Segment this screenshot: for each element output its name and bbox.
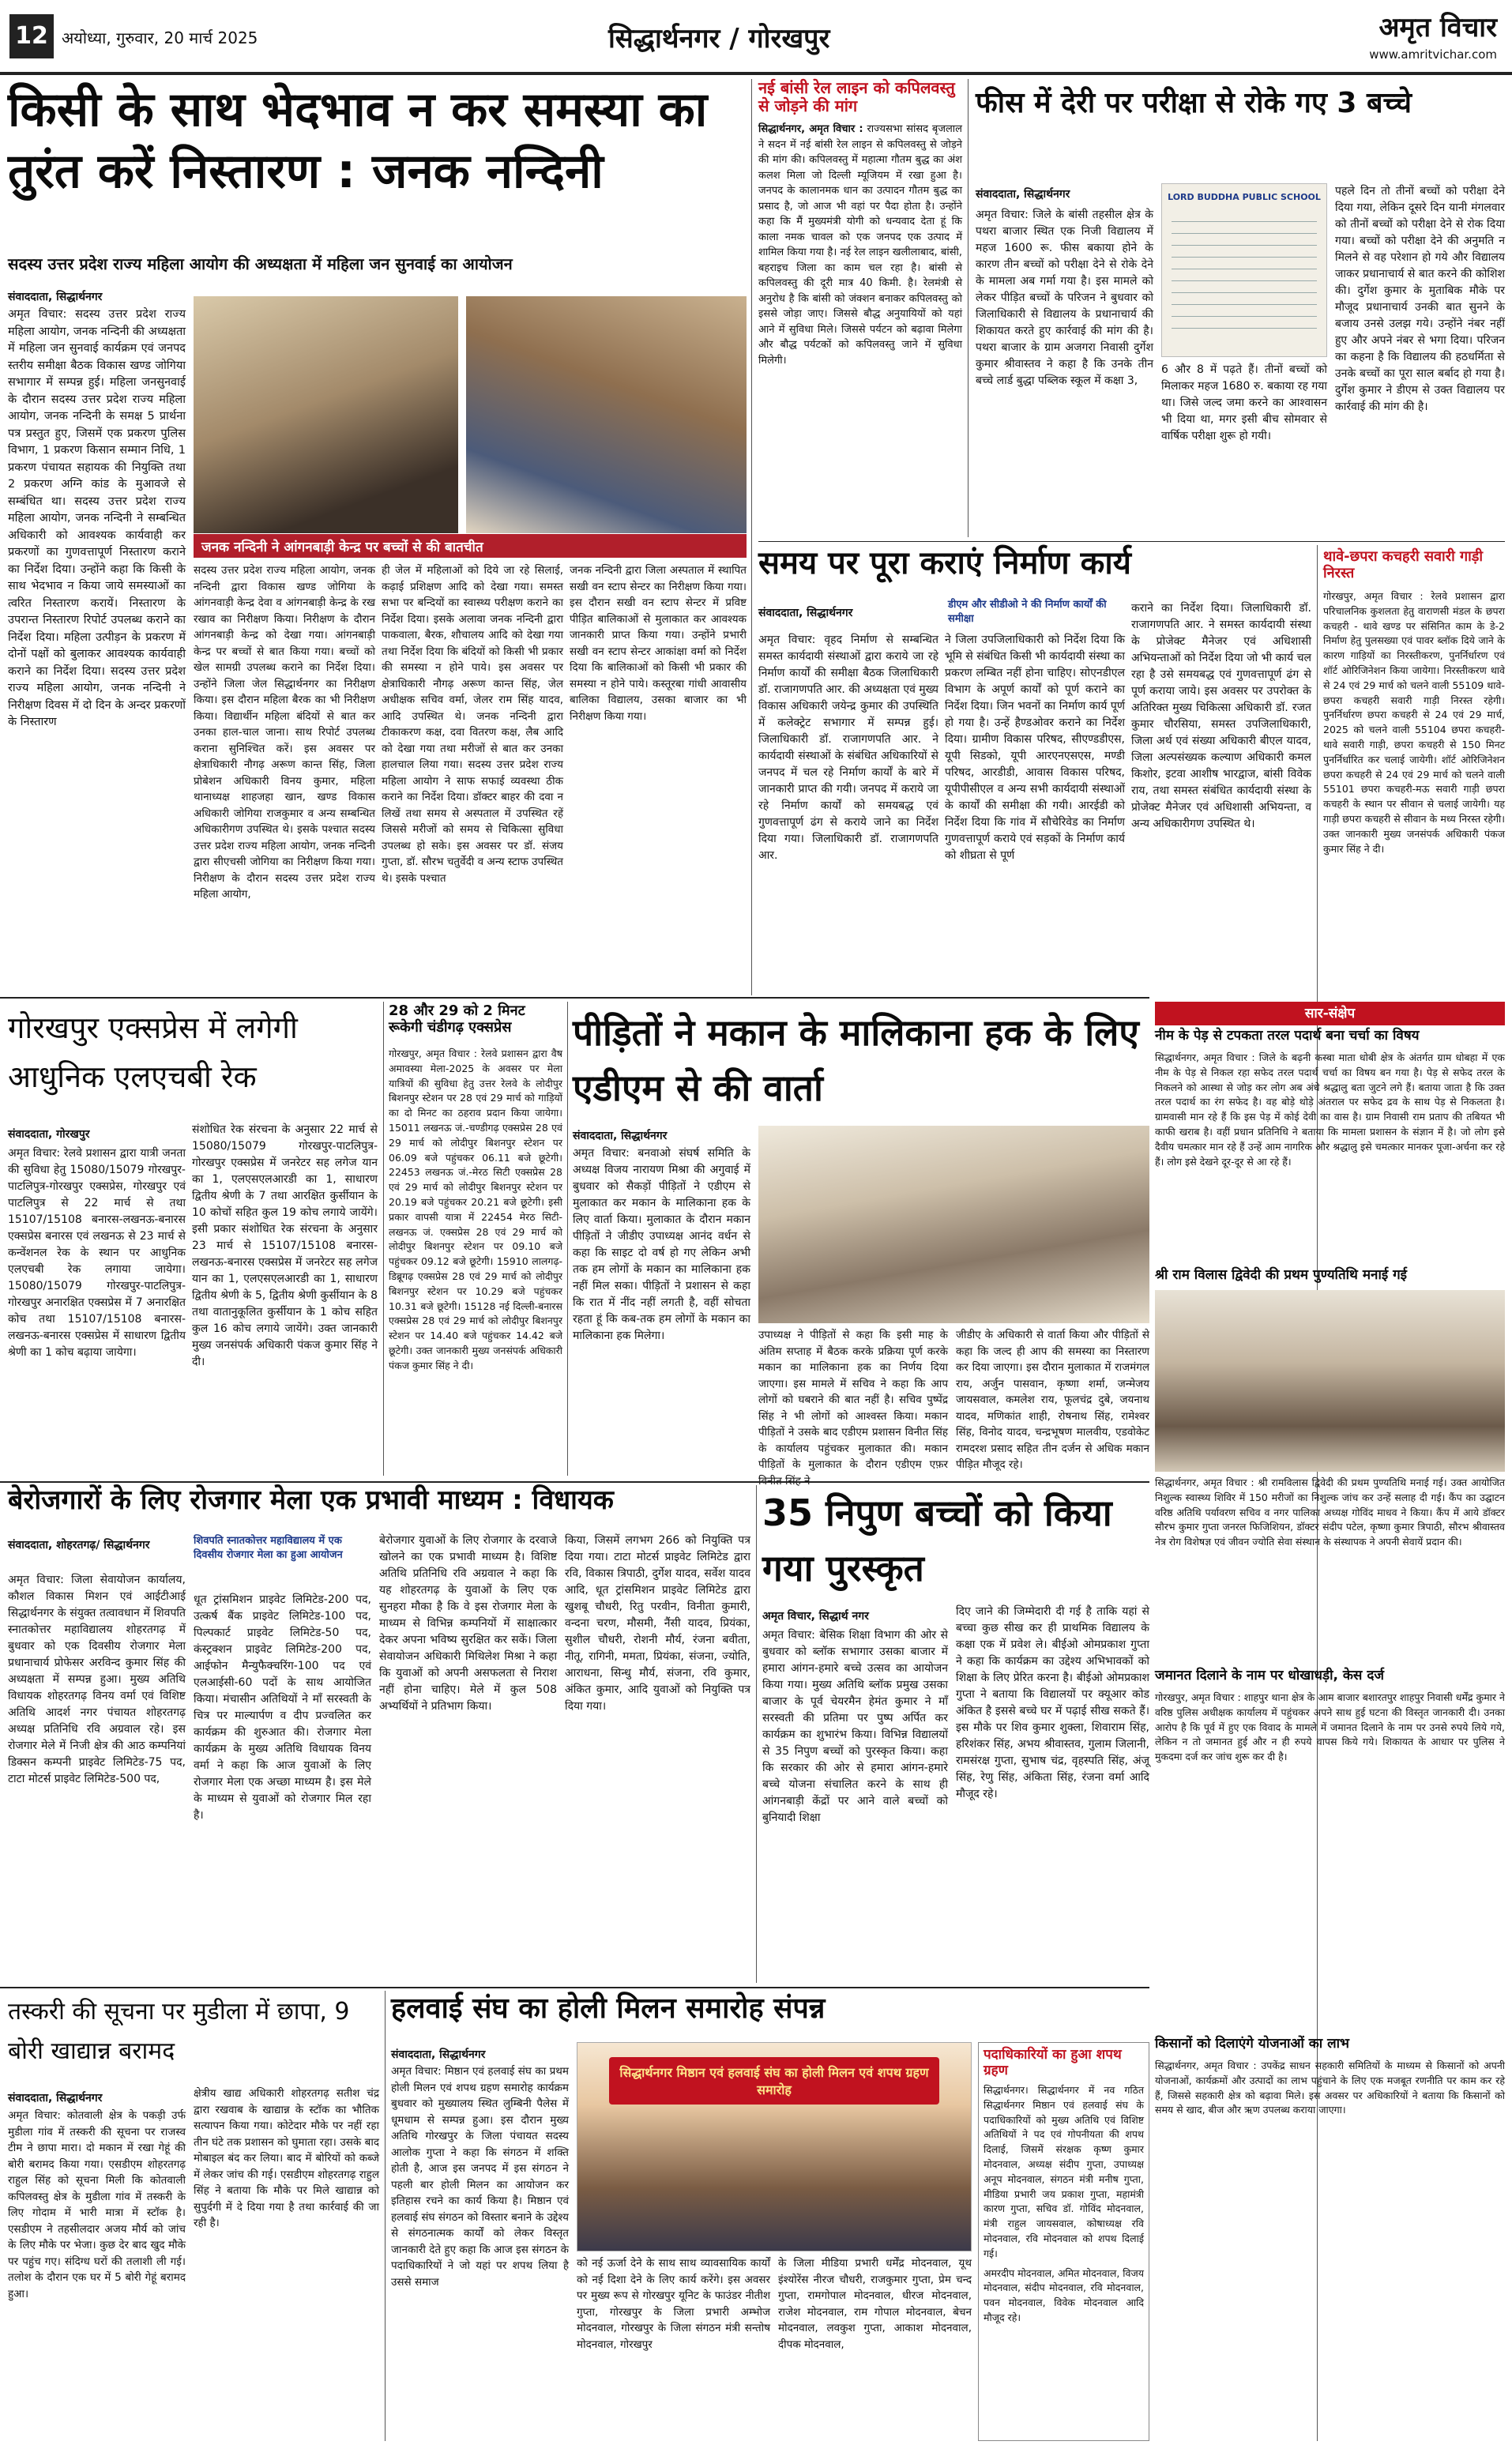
- fraud-headline: जमानत दिलाने के नाम पर धोखाधड़ी, केस दर्ज: [1155, 1668, 1384, 1683]
- smuggle-headline: तस्करी की सूचना पर मुडीला में छापा, 9 बोरी खाद्यान्न बरामद: [8, 1998, 350, 2065]
- oath-box-tail: अमरदीप मोदनवाल, अमित मोदनवाल, विजय मोदनवाल, संदीप मोदनवाल, रवि मोदनवाल, पवन मोदनवाल, विवेक मोदनवाल आदि मौजूद रहे।: [984, 2266, 1144, 2324]
- jobfair-col1: अमृत विचार: जिला सेवायोजन कार्यालय, कौशल विकास मिशन एवं आईटीआई सिद्धार्थनगर के संयुक्त तत्वावधान में शिवपति स्नातकोत्तर महाविद्यालय शोहरतगढ़ में बुधवार को एक दिवसीय रोजगार मेला प्रधानाचार्य प्रोफेसर अरविन्द कुमार सिंह की अध्यक्षता में सम्पन्न हुआ। मुख्य अतिथि विधायक शोहरतगढ़ विनय वर्मा एवं विशिष्ट अतिथि आदर्श नगर पंचायत शोहरतगढ़ अध्यक्ष प्रतिनिधि रवि अग्रवाल रहे। इस रोजगार मेले में निजी क्षेत्र की आठ कम्पनियां डिक्सन कम्पनी प्राइवेट लिमिटेड-75 पद, टाटा मोटर्स प्राइवेट लिमिटेड-500 पद,: [8, 1574, 186, 1785]
- victims-col1: अमृत विचार: बनवाओ संघर्ष समिति के अध्यक्ष विजय नारायण मिश्रा की अगुवाई में बुधवार को सैकड़ों पीड़ितों ने एडीएम से मुलाकात कर मकान के मालिकाना हक के लिए वार्ता किया। मुलाकात के दौरान मकान पीड़ितों ने जीडीए उपाध्यक्ष आनंद वर्धन से कहा कि साइट दो वर्ष हो गए लेकिन अभी तक हम लोगों के मकान का मालिकाना हक नहीं मिल सका। पीड़ितों ने प्रशासन से कहा कि रात में नींद नहीं लगती है, वहीं सोचता रहता हूं कि कब-तक हम लोगों के मकान का मालिकाना हक मिलेगा।: [573, 1147, 750, 1342]
- jobfair-dateline: संवाददाता, शोहरतगढ़/ सिद्धार्थनगर: [8, 1539, 150, 1552]
- fees-col3: पहले दिन तो तीनों बच्चों को परीक्षा देने दिया गया, लेकिन दूसरे दिन यानी मंगलवार को तीनों बच्चों को परीक्षा देने से रोक दिया गया। बच्चों को परीक्षा देने की अनुमति न मिलने से वह परेशान हो गये और विद्यालय जाकर प्रधानाचार्य से बात करने की कोशिश की। दुर्गेश कुमार के मुताबिक मौके पर मौजूद प्रधानाचार्य उनकी बात सुनने के बजाय उनसे उलझ गये। उन्होंने नंबर नहीं हुए और अपने नंबर से भगा दिया। परिजन का कहना है कि विद्यालय की हठधर्मिता से उनके बच्चों का पूरा साल बर्बाद हो गया है। दुर्गेश कुमार ने डीएम से उक्त विद्यालय पर कार्रवाई की मांग की है।: [1335, 185, 1505, 413]
- fees-dateline: संवाददाता, सिद्धार्थनगर: [976, 188, 1070, 201]
- jobfair-headline: बेरोजगारों के लिए रोजगार मेला एक प्रभावी माध्यम : विधायक: [8, 1484, 614, 1516]
- express-dateline: संवाददाता, गोरखपुर: [8, 1128, 90, 1141]
- construction-kicker: डीएम और सीडीओ ने की निर्माण कार्यों की समीक्षा: [948, 599, 1107, 625]
- victims-meeting-photo: [758, 1126, 1149, 1323]
- fraud-body: गोरखपुर, अमृत विचार : शाहपुर थाना क्षेत्र के आम बाजार बशारतपुर शाहपुर निवासी धर्मेंद्र कुमार ने वरिष्ठ पुलिस अधीक्षक कार्यालय में पहुंचकर अपने साथ हुई घटना की विस्तृत जानकारी दी। उनका आरोप है कि पूर्व में हुए एक विवाद के मामले में जमानत दिलाने के नाम पर उनसे रुपये लिये गये, लेकिन न तो जमानत हुई और न ही रुपये वापस किये गये। शिकायत के आधार पर पुलिस ने मुकदमा दर्ज कर जांच शुरू कर दी है।: [1155, 1691, 1505, 1763]
- lead-col2: सदस्य उत्तर प्रदेश राज्य महिला आयोग, जनक नन्दिनी द्वारा विकास खण्ड जोगिया के आंगनवाड़ी केन्द्र देवा व आंगनबाड़ी केन्द्र के रख रखाव का निरीक्षण किया। निरीक्षण के दौरान आंगनबाड़ी केन्द्र को देखा गया। आंगनबाड़ी केन्द्र पर बच्चों से बात किया गया। बच्चों को खेल सामग्री उपलब्ध कराने का निर्देश दिया। उन्होंने जिला जेल सिद्धार्थनगर का निरीक्षण किया। इस दौरान महिला बैरक का भी निरीक्षण किया। विद्यार्थीन महिला बंदियों से बात कर उनका हाल-चाल जाना। साथ रिपोर्ट उपलब्ध कराना सुनिश्चित करें। इस अवसर पर क्षेत्राधिकारी नौगढ़ अरूण कान्त सिंह, जिला प्रोबेशन अधिकारी विनय कुमार, महिला थानाध्यक्ष शाहजहा खान, खण्ड विकास अधिकारी जोगिया राजकुमार व अन्य सम्बन्धित अधिकारीगण उपस्थित थे। इसके पश्चात सदस्य उत्तर प्रदेश राज्य महिला आयोग, जनक नन्दिनी द्वारा सीएचसी जोगिया का निरीक्षण किया गया। निरीक्षण के दौरान सदस्य उत्तर प्रदेश राज्य महिला आयोग,: [194, 564, 375, 901]
- lead-subhead: सदस्य उत्तर प्रदेश राज्य महिला आयोग की अध्यक्षता में महिला जन सुनवाई का आयोजन: [8, 254, 513, 273]
- fee-receipt-photo: [1161, 183, 1327, 357]
- kids-dateline: अमृत विचार, सिद्धार्थ नगर: [762, 1610, 869, 1623]
- construction-headline: समय पर पूरा कराएं निर्माण कार्य: [758, 545, 1131, 581]
- summary-box-title: सार-संक्षेप: [1155, 1002, 1505, 1025]
- section-rule: [0, 1987, 1149, 1988]
- smuggle-col1: अमृत विचार: कोतवाली क्षेत्र के पकड़ी उर्फ मुडीला गांव में तस्करी की सूचना पर राजस्व टीम ने छापा मारा। दो मकान में रखा गेहूं की बोरी बरामद किया गया। एसडीएम शोहरतगढ़ राहुल सिंह को सूचना मिली कि कोतवाली कपिलवस्तु क्षेत्र के मुडीला गांव में तस्करी के लिए गोदाम में भारी मात्रा में स्टॉक है। एसडीएम ने तहसीलदार अजय मौर्य को जांच के लिए मौके पर भेजा। कुछ देर बाद खुद मौके पर पहुंच गए। संदिग्ध घरों की तलाशी ली गई। तलोश के दौरान एक घर में 5 बोरी गेहूं बरामद हुआ।: [8, 2109, 186, 2300]
- kids-col1: अमृत विचार: बेसिक शिक्षा विभाग की ओर से बुधवार को ब्लॉक सभागार उसका बाजार में हमारा आंगन-हमारे बच्चे उत्सव का आयोजन किया गया। मुख्य अतिथि ब्लॉक प्रमुख उसका बाजार के पूर्व चेयरमैन हेमंत कुमार ने माँ सरस्वती की प्रतिमा पर पुष्प अर्पित कर कार्यक्रम का शुभारंभ किया। विभिन्न विद्यालयों से 35 निपुण बच्चों को पुरस्कृत किया। कहा कि सरकार की ओर से हमारा आंगन-हमारे बच्चे योजना संचालित करने के साथ ही आंगनबाड़ी केंद्रों पर आने वाले बच्चों को बुनियादी शिक्षा: [762, 1629, 948, 1824]
- smuggle-col2: क्षेत्रीय खाद्य अधिकारी शोहरतगढ़ सतीश चंद्र द्वारा रखवाब के खाद्यान्न के स्टॉक का भौतिक सत्यापन किया गया। कोटेदार मौके पर नहीं रहा तीन घंटे तक प्रशासन को घुमाता रहा। उसके बाद मोबाइल बंद कर लिया। बाद में बोरियों को कब्जे में लेकर जांच की गई। एसडीएम शोहरतगढ़ राहुल सिंह ने बताया कि मौके पर मिले खाद्यान्न को सुपुर्दगी में दे दिया गया है तथा कार्रवाई की जा रही है।: [194, 2087, 379, 2229]
- smuggle-dateline: संवाददाता, सिद्धार्थनगर: [8, 2092, 103, 2105]
- section-title: सिद्धार्थनगर / गोरखपुर: [608, 23, 830, 55]
- anniversary-photo: [1155, 1290, 1505, 1472]
- construction-dateline: संवाददाता, सिद्धार्थनगर: [758, 607, 853, 619]
- chandigarh-body: गोरखपुर, अमृत विचार : रेलवे प्रशासन द्वारा वैष अमावस्या मेला-2025 के अवसर पर मेला यात्रियों की सुविधा हेतु उत्तर रेलवे के लोदीपुर बिशनपुर स्टेशन पर 28 एवं 29 मार्च को गाड़ियों का दो मिनट का ठहराव प्रदान किया जायेगा। 15011 लखनऊ जं.-चण्डीगढ़ एक्सप्रेस 28 एवं 29 मार्च को लोदीपुर बिशनपुर स्टेशन पर 06.09 बजे पहुंचकर 06.11 बजे छूटेगी। 22453 लखनऊ जं.-मेरठ सिटी एक्सप्रेस 28 एवं 29 मार्च को लोदीपुर बिशनपुर स्टेशन पर 20.19 बजे पहुंचकर 20.21 बजे छूटेगी। इसी प्रकार वापसी यात्रा में 22454 मेरठ सिटी-लखनऊ जं. एक्सप्रेस 28 एवं 29 मार्च को लोदीपुर बिशनपुर स्टेशन पर 09.10 बजे पहुंचकर 09.12 बजे छूटेगी। 15910 लालगढ़-डिब्रूगढ़ एक्सप्रेस 28 एवं 29 मार्च को लोदीपुर बिशनपुर स्टेशन पर 10.29 बजे पहुंचकर 10.31 बजे छूटेगी। 15128 नई दिल्ली-बनारस एक्सप्रेस 28 एवं 29 मार्च को लोदीपुर बिशनपुर स्टेशन पर 14.40 बजे पहुंचकर 14.42 बजे छूटेगी। उक्त जानकारी मुख्य जनसंपर्क अधिकारी पंकज कुमार सिंह ने दी।: [389, 1048, 562, 1371]
- anniversary-headline: श्री राम विलास द्विवेदी की प्रथम पुण्यतिथि मनाई गई: [1155, 1267, 1408, 1283]
- neem-headline: नीम के पेड़ से टपकता तरल पदार्थ बना चर्चा का विषय: [1155, 1028, 1420, 1044]
- victims-dateline: संवाददाता, सिद्धार्थनगर: [573, 1130, 668, 1142]
- victims-col3: जीडीए के अधिकारी से वार्ता किया और पीड़ितों से कहा कि जल्द ही आप की समस्या का निस्तारण कर दिया जाएगा। इस दौरान मुलाकात में राजमंगल राय, अर्जुन पासवान, कृष्णा शर्मा, जन्मेजय जायसवाल, कमलेश राय, फूलचंद्र दुबे, जयनाथ यादव, मणिकांत शाही, रोषनाथ सिंह, रामेश्वर सिंह, विनोद यादव, चन्द्रभूषण मालवीय, एडवोकेट रामदरश प्रसाद सहित तीन दर्जन से अधिक मकान पीड़ित मौजूद रहे।: [956, 1329, 1149, 1471]
- construction-col2: ने जिला उपजिलाधिकारी को निर्देश दिया कि भूमि से संबंधित किसी भी कार्यदायी संस्था का प्रकरण लम्बित नहीं होना चाहिए। सोएनडीएल विभाग के अपूर्ण कार्यों को पूर्ण कराने का निर्देश दिया। जिन भवनों का निर्माण कार्य पूर्ण हो गया है। उन्हें हैण्डओवर कराने का निर्देश दिया। ग्रामीण विकास परिषद, सीएण्डडीएस, यूपी सिडको, यूपी आरएनएसएस, मण्डी परिषद, आरडीडी, आवास विकास परिषद, यूपीपीसीएल व अन्य सभी कार्यदायी संस्थाओं के कार्यों की समीक्षा की गयी। आरईडी को निर्देश दिया कि गांव में सौचेरिवेड का निर्माण गुणवत्तापूर्ण कराये एवं सड़कों के निर्माण कार्य को शीघ्रता से पूर्ण: [945, 634, 1125, 862]
- column-rule: [567, 1002, 568, 1476]
- lead-col4: जनक नन्दिनी द्वारा जिला अस्पताल में स्थापित सखी वन स्टाप सेन्टर का निरीक्षण किया गया। इस दौरान सखी वन स्टाप सेन्टर में प्रविष्ट पीड़ित बालिकाओं से मुलाकात कर आवश्यक जानकारी प्राप्त किया गया। उन्होंने प्रभारी सखी वन स्टाप सेन्टर आकांक्षा वर्मा को निर्देश दिया कि बालिकाओं को किसी भी प्रकार की समस्या न होने पाये। कस्तूरबा गांधी आवासीय बालिका विद्यालय, उसका बाजार का भी निरीक्षण किया गया।: [570, 564, 747, 723]
- rail-body: सिद्धार्थनगर, अमृत विचार : राज्यसभा सांसद बृजलाल ने सदन में नई बांसी रेल लाइन से कपिलवस्तु से जोड़ने की मांग की। कपिलवस्तु में महात्मा गौतम बुद्ध का अंश कलश मिला जो दिल्ली म्यूजियम में रखा हुआ है। जनपद के कालानमक धान का उत्पादन गौतम बुद्ध का प्रसाद है, जो आज भी वहां पर पैदा होता है। उन्होंने कहा कि मैं मुख्यमंत्री योगी को धन्यवाद देता हूं कि काला नमक चावल को एक जनपद एक उत्पाद में शामिल किया गया है। नई रेल लाइन खलीलाबाद, बांसी, बहराइच जिला का काम चल रहा है। बांसी से कपिलवस्तु की दूरी मात्र 40 किमी. है। रेलमंत्री से अनुरोध है कि बांसी को जंक्शन बनाकर कपिलवस्तु को इससे जोड़ा जाए। जिससे बौद्ध अनुयायियों को यहां आने में सुविधा मिले। जिससे पर्यटन को बढ़ावा मिलेगा और बौद्ध पर्यटकों को कपिलवस्तु जाने में सुविधा मिलेगी।: [758, 123, 962, 367]
- lead-dateline: संवाददाता, सिद्धार्थनगर: [8, 291, 103, 303]
- chandigarh-headline: 28 और 29 को 2 मिनट रूकेगी चंडीगढ़ एक्सप्रेस: [389, 1002, 525, 1036]
- construction-col1: अमृत विचार: वृहद निर्माण से सम्बन्धित समस्त कार्यदायी संस्थाओं द्वारा कराये जा रहे निर्माण कार्यों की समीक्षा बैठक जिलाधिकारी डॉ. राजागणपति आर. की अध्यक्षता एवं मुख्य विकास अधिकारी जयेन्द्र कुमार की उपस्थिति में कलेक्ट्रेट सभागार में सम्पन्न हुई। जिलाधिकारी डॉ. राजागणपति आर. ने कार्यदायी संस्थाओं के संबंधित अधिकारियों से जनपद में चल रहे निर्माण कार्यों के बारे में जानकारी प्राप्त की गयी। जनपद में कराये जा रहे निर्माण कार्यों को समयबद्ध एवं गुणवत्तापूर्ण ढंग से कराये जाने का निर्देश दिया गया। जिलाधिकारी डॉ. राजागणपति आर.: [758, 634, 938, 862]
- column-rule: [756, 1485, 757, 1983]
- column-rule: [968, 79, 969, 537]
- kids-headline: 35 निपुण बच्चों को किया गया पुरस्कृत: [762, 1491, 1112, 1589]
- oath-box: [978, 2042, 1149, 2441]
- holi-event-photo: [577, 2042, 972, 2251]
- express-headline: गोरखपुर एक्सप्रेस में लगेगी आधुनिक एलएचबी रेक: [8, 1010, 298, 1094]
- holi-col2: को नई ऊर्जा देने के साथ साथ व्यावसायिक कार्यों को नई दिशा देने के लिए कार्य करेंगे। इस अवसर पर मुख्य रूप से गोरखपुर यूनिट के फाउंडर नीतीश गुप्ता, गोरखपुर के जिला प्रभारी अम्भोज मोदनवाल, गोरखपुर के जिला संगठन मंत्री सन्तोष मोदनवाल, गोरखपुर: [577, 2257, 770, 2351]
- anniversary-body: सिद्धार्थनगर, अमृत विचार : श्री रामविलास द्विवेदी की प्रथम पुण्यतिथि मनाई गई। उक्त आयोजित निशुल्क स्वास्थ्य शिविर में 150 मरीजों का निशुल्क जांच कर उन्हें सलाह दी गई। कैंप का उद्घाटन वरिष्ठ अतिथि पर्यावरण सचिव व नगर पालिका अध्यक्ष गोविंद माधव ने किया। कैंप में आये डॉक्टर सौरभ कुमार गुप्ता जनरल फिजिशियन, डॉक्टर संदीप पटेल, कृष्णा कुमार त्रिपाठी, सौरभ श्रीवास्तव नेत्र रोग विशेषज्ञ एवं जीवन ज्योति सेवा संस्थान के संस्थापक ने अपनी सेवायें प्रदान की।: [1155, 1476, 1505, 1548]
- oath-box-headline: पदाधिकारियों का हुआ शपथ ग्रहण: [984, 2047, 1122, 2078]
- holi-stage-banner: सिद्धार्थनगर मिष्ठान एवं हलवाई संघ का होली मिलन एवं शपथ ग्रहण समारोह: [609, 2057, 939, 2105]
- victims-col2: उपाध्यक्ष ने पीड़ितों से कहा कि इसी माह के अंतिम सप्ताह में बैठक करके प्रक्रिया पूर्ण करके मकान का मालिकाना हक का निर्णय दिया जाएगा। इस मामले में सचिव ने कहा कि आप लोगों को घबराने की बात नहीं है। सचिव पुष्पेंद्र सिंह ने भी लोगों को आश्वस्त किया। मकान पीड़ितों ने उसके बाद एडीएम प्रशासन विनीत सिंह के कार्यालय पहुंचकर मुलाकात की। मकान पीड़ितों के मुलाकात के दौरान एडीएम एफ़र: [758, 1329, 948, 1471]
- jobfair-kicker: शिवपति स्नातकोत्तर महाविद्यालय में एक दिवसीय रोजगार मेला का हुआ आयोजन: [194, 1535, 343, 1561]
- fees-col1: अमृत विचार: जिले के बांसी तहसील क्षेत्र के पथरा बाजार स्थित एक निजी विद्यालय में महज 1600 रू. फीस बकाया होने के कारण तीन बच्चों को परीक्षा देने से रोके देने के मामला अब गर्मा गया है। इस मामले को लेकर पीड़ित बच्चों के परिजन ने बुधवार को जिलाधिकारी से विद्यालय के प्रधानाचार्य की शिकायत करते हुए कार्रवाई की मांग की है। पथरा बाजार के ग्राम अजगरा निवासी दुर्गेश कुमार श्रीवास्तव ने कहा है कि उनके तीन बच्चे लार्ड बुद्धा पब्लिक स्कूल में कक्षा 3,: [976, 209, 1153, 387]
- receipt-school-name: LORD BUDDHA PUBLIC SCHOOL: [1168, 192, 1321, 202]
- dateline: अयोध्या, गुरुवार, 20 मार्च 2025: [62, 28, 258, 47]
- kids-col2: दिए जाने की जिम्मेदारी दी गई है ताकि यहां से बच्चा कुछ सीख कर ही प्राथमिक विद्यालय के कक्षा एक में प्रवेश ले। बीईओ ओमप्रकाश गुप्ता ने कहा कि कार्यक्रम का उद्देश्य अभिभावकों को शिक्षा के लिए प्रेरित करना है। बीईओ ओमप्रकाश गुप्ता ने बताया कि विद्यालयों पर क्यूआर कोड अंकित है इससे बच्चे घर में पढ़ाई सीख सकते हैं। इस मौके पर शिव कुमार शुक्ला, शिवाराम सिंह, हरिशंकर सिंह, अभय श्रीवास्तव, गुलाम जिलानी, रामसंरक्ष गुप्ता, सुभाष चंद्र, वृहस्पति सिंह, अंजू सिंह, रेणु सिंह, अंकिता सिंह, रंजना वर्मा आदि मौजूद रहे।: [956, 1605, 1149, 1800]
- jobfair-col2: धूत ट्रांसमिशन प्राइवेट लिमिटेड-200 पद, उत्कर्ष बैंक प्राइवेट लिमिटेड-100 पद, पिल्पकार्ट प्राइवेट लिमिटेड-50 पद, कंस्ट्रक्शन प्राइवेट लिमिटेड-200 पद, आईफोन मैन्युफैक्चरिंग-100 पद एवं एलआईसी-60 पदों के साथ आयोजित किया। मंचासीन अतिथियों ने माँ सरस्वती के चित्र पर माल्यार्पण व दीप प्रज्वलित कर कार्यक्रम की शुरुआत की। रोजगार मेला कार्यक्रम के मुख्य अतिथि विधायक विनय वर्मा ने कहा कि आज युवाओं के लिए रोजगार मेला एक अच्छा माध्यम है। इस मेले के माध्यम से युवाओं को रोजगार मिल रहा है।: [194, 1593, 371, 1822]
- column-rule: [385, 1991, 386, 2441]
- lead-photo-left: [194, 296, 458, 533]
- section-rule: [758, 541, 1505, 542]
- website-url: www.amritvichar.com: [1369, 47, 1497, 62]
- holi-dateline: संवाददाता, सिद्धार्थनगर: [391, 2048, 486, 2061]
- brand-logo: अमृत विचार: [1378, 12, 1497, 43]
- train-cancel-headline: थावे-छपरा कचहरी सवारी गाड़ी निरस्त: [1323, 548, 1484, 581]
- neem-body: सिद्धार्थनगर, अमृत विचार : जिले के बढ़नी कस्बा माता धोबी क्षेत्र के अंतर्गत ग्राम धोबहा में एक नीम के पेड़ से निकल रहा सफेद तरल पदार्थ चर्चा का विषय बन गया है। पेड़ से सफेद तरल के निकलने को आस्था से जोड़ कर लोग अब अंधे श्रद्धालु बता जुटने लगे हैं। बताया जाता है कि उक्त तरल पदार्थ का रंग सफेद है। वह बोड़े थोड़े अंतराल पर सफेद द्रव के साथ पेड़ से निकलता है। ग्रामवासी मान रहे हैं कि इस पेड़ में कोई देवी का वास है। ग्राम निवासी राम प्रताप की तबियत भी काफी खराब है। वहीं प्रधान प्रतिनिधि ने बताया कि मामला प्रशासन के संज्ञान में है। जो लोग इसे दैवीय चमत्कार मान रहे हैं उन्हें आम नागरिक और श्रद्धालु इसे चमत्कार मानकर पूजा-अर्चना कर रहे हैं। लोग इसे देखने दूर-दूर से आ रहे हैं।: [1155, 1051, 1505, 1168]
- section-rule: [0, 997, 1149, 999]
- rail-headline: नई बांसी रेल लाइन को कपिलवस्तु से जोड़ने की मांग: [758, 78, 955, 115]
- express-col1: अमृत विचार: रेलवे प्रशासन द्वारा यात्री जनता की सुविधा हेतु 15080/15079 गोरखपुर-पाटलिपुत्र-गोरखपुर एक्सप्रेस, गोरखपुर एवं पाटलिपुत्र से 22 मार्च से तथा 15107/15108 बनारस-लखनऊ-बनारस एक्सप्रेस बनारस एवं लखनऊ से 23 मार्च से कन्वेंशनल रेक के स्थान पर आधुनिक एलएचबी रेक लगाया जायेगा। 15080/15079 गोरखपुर-पाटलिपुत्र-गोरखपुर अनारक्षित एक्सप्रेस में 7 अनारक्षित कोच तथा 15107/15108 बनारस-लखनऊ-बनारस एक्सप्रेस में साधारण द्वितीय श्रेणी का 1 कोच बढ़ाया जायेगा।: [8, 1147, 186, 1359]
- column-rule: [751, 79, 752, 995]
- receipt-lines: [1172, 210, 1317, 337]
- jobfair-col3: बेरोजगार युवाओं के लिए रोजगार के दरवाजे खोलने का एक प्रभावी माध्यम है। विशिष्ट अतिथि प्रतिनिधि रवि अग्रवाल ने कहा कि यह शोहरतगढ़ के युवाओं के लिए एक सुनहरा मौका है कि वे इस रोजगार मेला के माध्यम से विभिन्न कम्पनियों में साक्षात्कार देकर अपना भविष्य सुरक्षित कर सकें। जिला सेवायोजन अधिकारी मिथिलेश मिश्रा ने कहा कि युवाओं को अपनी असफलता से निराश नहीं होना चाहिए। मेले में कुल 508 अभ्यर्थियों ने प्रतिभाग किया।: [379, 1534, 557, 1713]
- holi-col1: अमृत विचार: मिष्ठान एवं हलवाई संघ का प्रथम होली मिलन एवं शपथ ग्रहण समारोह कार्यक्रम बुधवार को मुख्यालय स्थित लुम्बिनी पैलेस में धूमधाम से सम्पन्न हुआ। इस दौरान मुख्य अतिथि गोरखपुर के जिला पंचायत सदस्य आलोक गुप्ता ने कहा कि संगठन में शक्ति होती है, आज इस जनपद में इस संगठन ने पहली बार होली मिलन का आयोजन कर इतिहास रचने का कार्य किया है। मिष्ठान एवं हलवाई संघ संगठन को विस्तार बनाने के उद्देश्य से संगठनात्मक कार्यों को लेकर विस्तृत जानकारी देते हुए कहा कि आज इस संगठन के पदाधिकारियों ने जो यहां पर शपथ लिया है उससे समाज: [391, 2065, 569, 2289]
- victims-headline: पीड़ितों ने मकान के मालिकाना हक के लिए एडीएम से की वार्ता: [573, 1011, 1139, 1109]
- lead-col3: ही जेल में महिलाओं को दिये जा रहे सिलाई, कढ़ाई प्रशिक्षण आदि को देखा गया। समस्त सभा पर बन्दियों का स्वास्थ्य परीक्षण कराने का निर्देश दिया। इसके अलावा जनक नन्दिनी द्वारा पाकवाला, बैरक, शौचालय आदि को देखा गया तथा निर्देश दिया कि बंदियों को किसी भी प्रकार की समस्या न होने पाये। इस अवसर पर क्षेत्राधिकारी नौगढ़ अरूण कान्त सिंह, जेल अधीक्षक सचिव वर्मा, जेलर राम सिंह यादव, आदि उपस्थित थे। जनक नन्दिनी द्वारा टीकाकरण कक्ष, दवा वितरण कक्ष, लैब आदि को देखा गया तथा मरीजों से बात कर उनका हालचाल लिया गया। सदस्य उत्तर प्रदेश राज्य महिला आयोग ने साफ सफाई व्यवस्था ठीक कराने का निर्देश दिया। डॉक्टर बाहर की दवा न लिखें तथा समय से अस्पताल में उपस्थित रहें जिससे मरीजों को समय से चिकित्सा सुविधा उपलब्ध हो सके। इस अवसर पर डॉ. संजय गुप्ता, डॉ. सौरभ चतुर्वेदी व अन्य स्टाफ उपस्थित थे। इसके पश्चात: [382, 564, 563, 885]
- page-number: 12: [9, 14, 54, 58]
- lead-photo-caption: जनक नन्दिनी ने आंगनबाड़ी केन्द्र पर बच्चों से की बातचीत: [194, 534, 747, 558]
- fees-col2: 6 और 8 में पढ़ते हैं। तीनों बच्चों को मिलाकर महज 1680 रु. बकाया रह गया था। जिसे जल्द जमा करने का आश्वासन भी दिया था, मगर इसी बीच सोमवार से वार्षिक परीक्षा शुरू हो गयी।: [1161, 363, 1327, 442]
- lead-col1: अमृत विचार: सदस्य उत्तर प्रदेश राज्य महिला आयोग, जनक नन्दिनी की अध्यक्षता में महिला जन सुनवाई कार्यक्रम एवं जनपद स्तरीय समीक्षा बैठक विकास खण्ड जोगिया सभागार में सम्पन्न हुई। महिला जनसुनवाई के दौरान सदस्य उत्तर प्रदेश राज्य महिला आयोग, जनक नन्दिनी के समक्ष 5 प्रार्थना पत्र प्रस्तुत हुए, जिसमें एक प्रकरण पुलिस विभाग, 1 प्रकरण किसान सम्मान निधि, 1 प्रकरण पंचायत सहायक की नियुक्ति तथा 2 प्रकरण अग्नि कांड के मुआवजे से सम्बंधित था। सदस्य उत्तर प्रदेश राज्य महिला आयोग, जनक नन्दिनी ने सम्बन्धित अधिकारी को आवश्यक कार्यवाही कर प्रकरणों का गुणवत्तापूर्ण निस्तारण कराने का निर्देश दिया। उन्होंने कहा कि किसी के साथ भेदभाव न किया जाये समस्याओं का त्वरित निस्तारण करायें। निस्तारण के उपरान्त निस्तारण रिपोर्ट उपलब्ध कराने का निर्देश दिया। महिला उत्पीड़न के प्रकरण में दोनों पक्षों को बुलाकर आवश्यक कार्यवाही कराने का निर्देश दिया। सदस्य उत्तर प्रदेश राज्य महिला आयोग, जनक नन्दिनी ने निरीक्षण दिवस में दो दिन के अन्दर प्रकरणों के निस्तारण: [8, 308, 186, 728]
- farmers-body: सिद्धार्थनगर, अमृत विचार : उपकेंद्र साधन सहकारी समितियों के माध्यम से किसानों को अपनी योजनाओं, कार्यक्रमों और उत्पादों का लाभ पहुंचाने के लिए एक मजबूत रणनीति पर काम कर रहे हैं, जिससे सहकारी क्षेत्र को बढ़ावा मिले। इस अवसर पर अधिकारियों ने बताया कि किसानों को समय से खाद, बीज और ऋण उपलब्ध कराया जाएगा।: [1155, 2059, 1505, 2116]
- holi-col3: के जिला मीडिया प्रभारी धर्मेंद्र मोदनवाल, यूथ इंश्योरेंस नीरज चौधरी, राजकुमार गुप्ता, प्रेम चन्द गुप्ता, रामगोपाल मोदनवाल, धीरज मोदनवाल, राजेश मोदनवाल, राम गोपाल मोदनवाल, बेचन मोदनवाल, लवकुश गुप्ता, आकाश मोदनवाल, दीपक मोदनवाल,: [778, 2257, 972, 2351]
- construction-col3: कराने का निर्देश दिया। जिलाधिकारी डॉ. राजागणपति आर. ने समस्त कार्यदायी संस्था के प्रोजेक्ट मैनेजर एवं अधिशासी अभियन्ताओं को निर्देश दिया जो भी कार्य चल रहा है उसे समयबद्ध एवं गुणवत्तापूर्ण ढंग से पूर्ण कराया जाये। इस अवसर पर उपरोक्त के अतिरिक्त मुख्य चिकित्सा अधिकारी डॉ. रजत कुमार चौरसिया, समस्त उपजिलाधिकारी, जिला अर्थ एवं संख्या अधिकारी बीएल यादव, जिला अल्पसंख्यक कल्याण अधिकारी कमल किशोर, इटवा आशीष भारद्वाज, बांसी विवेक राय, तथा समस्त संबंधित कार्यदायी संस्था के प्रोजेक्ट मैनेजर एवं अधिशासी अभियन्ता, व अन्य अधिकारीगण उपस्थित थे।: [1131, 602, 1311, 830]
- holi-headline: हलवाई संघ का होली मिलन समारोह संपन्न: [391, 1992, 826, 2025]
- lead-photo-right: [466, 296, 747, 533]
- farmers-headline: किसानों को दिलाएंगे योजनाओं का लाभ: [1155, 2036, 1350, 2052]
- column-rule: [383, 1002, 384, 1476]
- jobfair-col4: किया, जिसमें लगभग 266 को नियुक्ति पत्र दिया गया। टाटा मोटर्स प्राइवेट लिमिटेड द्वारा रवि, विकास त्रिपाठी, दुर्गेश यादव, सर्वेश यादव आदि, धूत ट्रांसमिशन प्राइवेट लिमिटेड द्वारा खुशबू चौधरी, रितु परवीन, विनीता कुमारी, वन्दना चरण, मौसमी, नैंसी यादव, प्रियंका, सुशील चौधरी, रोशनी मौर्य, रंजना बवीता, नीतू, रागिनी, ममता, प्रियंका, संजना, ज्योति, आराधना, सिन्धु मौर्य, संजना, रवि कुमार, अंकित कुमार, आदि युवाओं को नियुक्ति पत्र दिया गया।: [565, 1534, 750, 1713]
- express-col2: संशोधित रेक संरचना के अनुसार 22 मार्च से 15080/15079 गोरखपुर-पाटलिपुत्र-गोरखपुर एक्सप्रेस में जनरेटर सह लगेज यान का 1, एलएसएलआरडी का 1, साधारण द्वितीय श्रेणी के 7 तथा आरक्षित कुर्सीयान के 10 कोचों सहित कुल 19 कोच लगाये जायेंगे। इसी प्रकार संशोधित रेक संरचना के अनुसार 23 मार्च से 15107/15108 बनारस-लखनऊ-बनारस एक्सप्रेस में जनरेटर सह लगेज यान का 1, एलएसएलआरडी का 1, साधारण द्वितीय श्रेणी के 5, द्वितीय श्रेणी कुर्सीयान के 8 तथा वातानुकूलित कुर्सीयान के 1 कोच सहित कुल 16 कोच लगाये जायेंगे। उक्त जानकारी मुख्य जनसंपर्क अधिकारी पंकज कुमार सिंह ने दी।: [192, 1123, 378, 1368]
- train-cancel-body: गोरखपुर, अमृत विचार : रेलवे प्रशासन द्वारा परिचालनिक कुशलता हेतु वाराणसी मंडल के छपरा कचहरी - थावे खण्ड पर संसिनित काम के डे-2 निर्माण हेतु पुलसख्या एवं पावर ब्लॉक दिये जाने के कारण गाड़ियों का निरस्तीकरण, पुनर्निर्धारण एवं शॉर्ट ओरिजिनेशन किया जायेगा। निरस्तीकरण थावे से 24 एवं 29 मार्च को चलने वाली 55109 थावे-छपरा कचहरी सवारी गाड़ी निरस्त रहेगी। पुनर्निर्धारण छपरा कचहरी से 24 एवं 29 मार्च, 2025 को चलने वाली 55104 छपरा कचहरी-थावे सवारी गाड़ी, छपरा कचहरी से 150 मिनट पुनर्निर्धारित कर चलाई जायेगी। शॉर्ट ओरिजिनेशन छपरा कचहरी से 24 एवं 29 मार्च को चलने वाली 55101 छपरा कचहरी-मऊ सवारी गाड़ी छपरा कचहरी के स्थान पर सीवान से चलाई जायेगी। यह गाड़ी छपरा कचहरी से सीवान के मध्य निरस्त रहेगी। उक्त जानकारी मुख्य जनसंपर्क अधिकारी पंकज कुमार सिंह ने दी।: [1323, 590, 1505, 855]
- fees-headline: फीस में देरी पर परीक्षा से रोके गए 3 बच्चे: [976, 87, 1412, 119]
- oath-box-body: सिद्धार्थनगर। सिद्धार्थनगर में नव गठित सिद्धार्थनगर मिष्ठान एवं हलवाई संघ के पदाधिकारियों को मुख्य अतिथि एवं विशिष्ट अतिथियों ने पद एवं गोपनीयता की शपथ दिलाई, जिसमें संरक्षक कृष्ण कुमार मोदनवाल, अध्यक्ष संदीप गुप्ता, उपाध्यक्ष अनूप मोदनवाल, संगठन मंत्री मनीष गुप्ता, मीडिया प्रभारी जय प्रकाश गुप्ता, महामंत्री कारण गुप्ता, सचिव डॉ. गोविंद मोदनवाल, मंत्री राहुल जायसवाल, कोषाध्यक्ष रवि मोदनवाल, रवि मोदनवाल को शपथ दिलाई गई।: [984, 2084, 1144, 2259]
- section-rule: [0, 1481, 1149, 1483]
- masthead: [0, 0, 1512, 75]
- lead-headline: किसी के साथ भेदभाव न कर समस्या का तुरंत करें निस्तारण : जनक नन्दिनी: [8, 82, 708, 199]
